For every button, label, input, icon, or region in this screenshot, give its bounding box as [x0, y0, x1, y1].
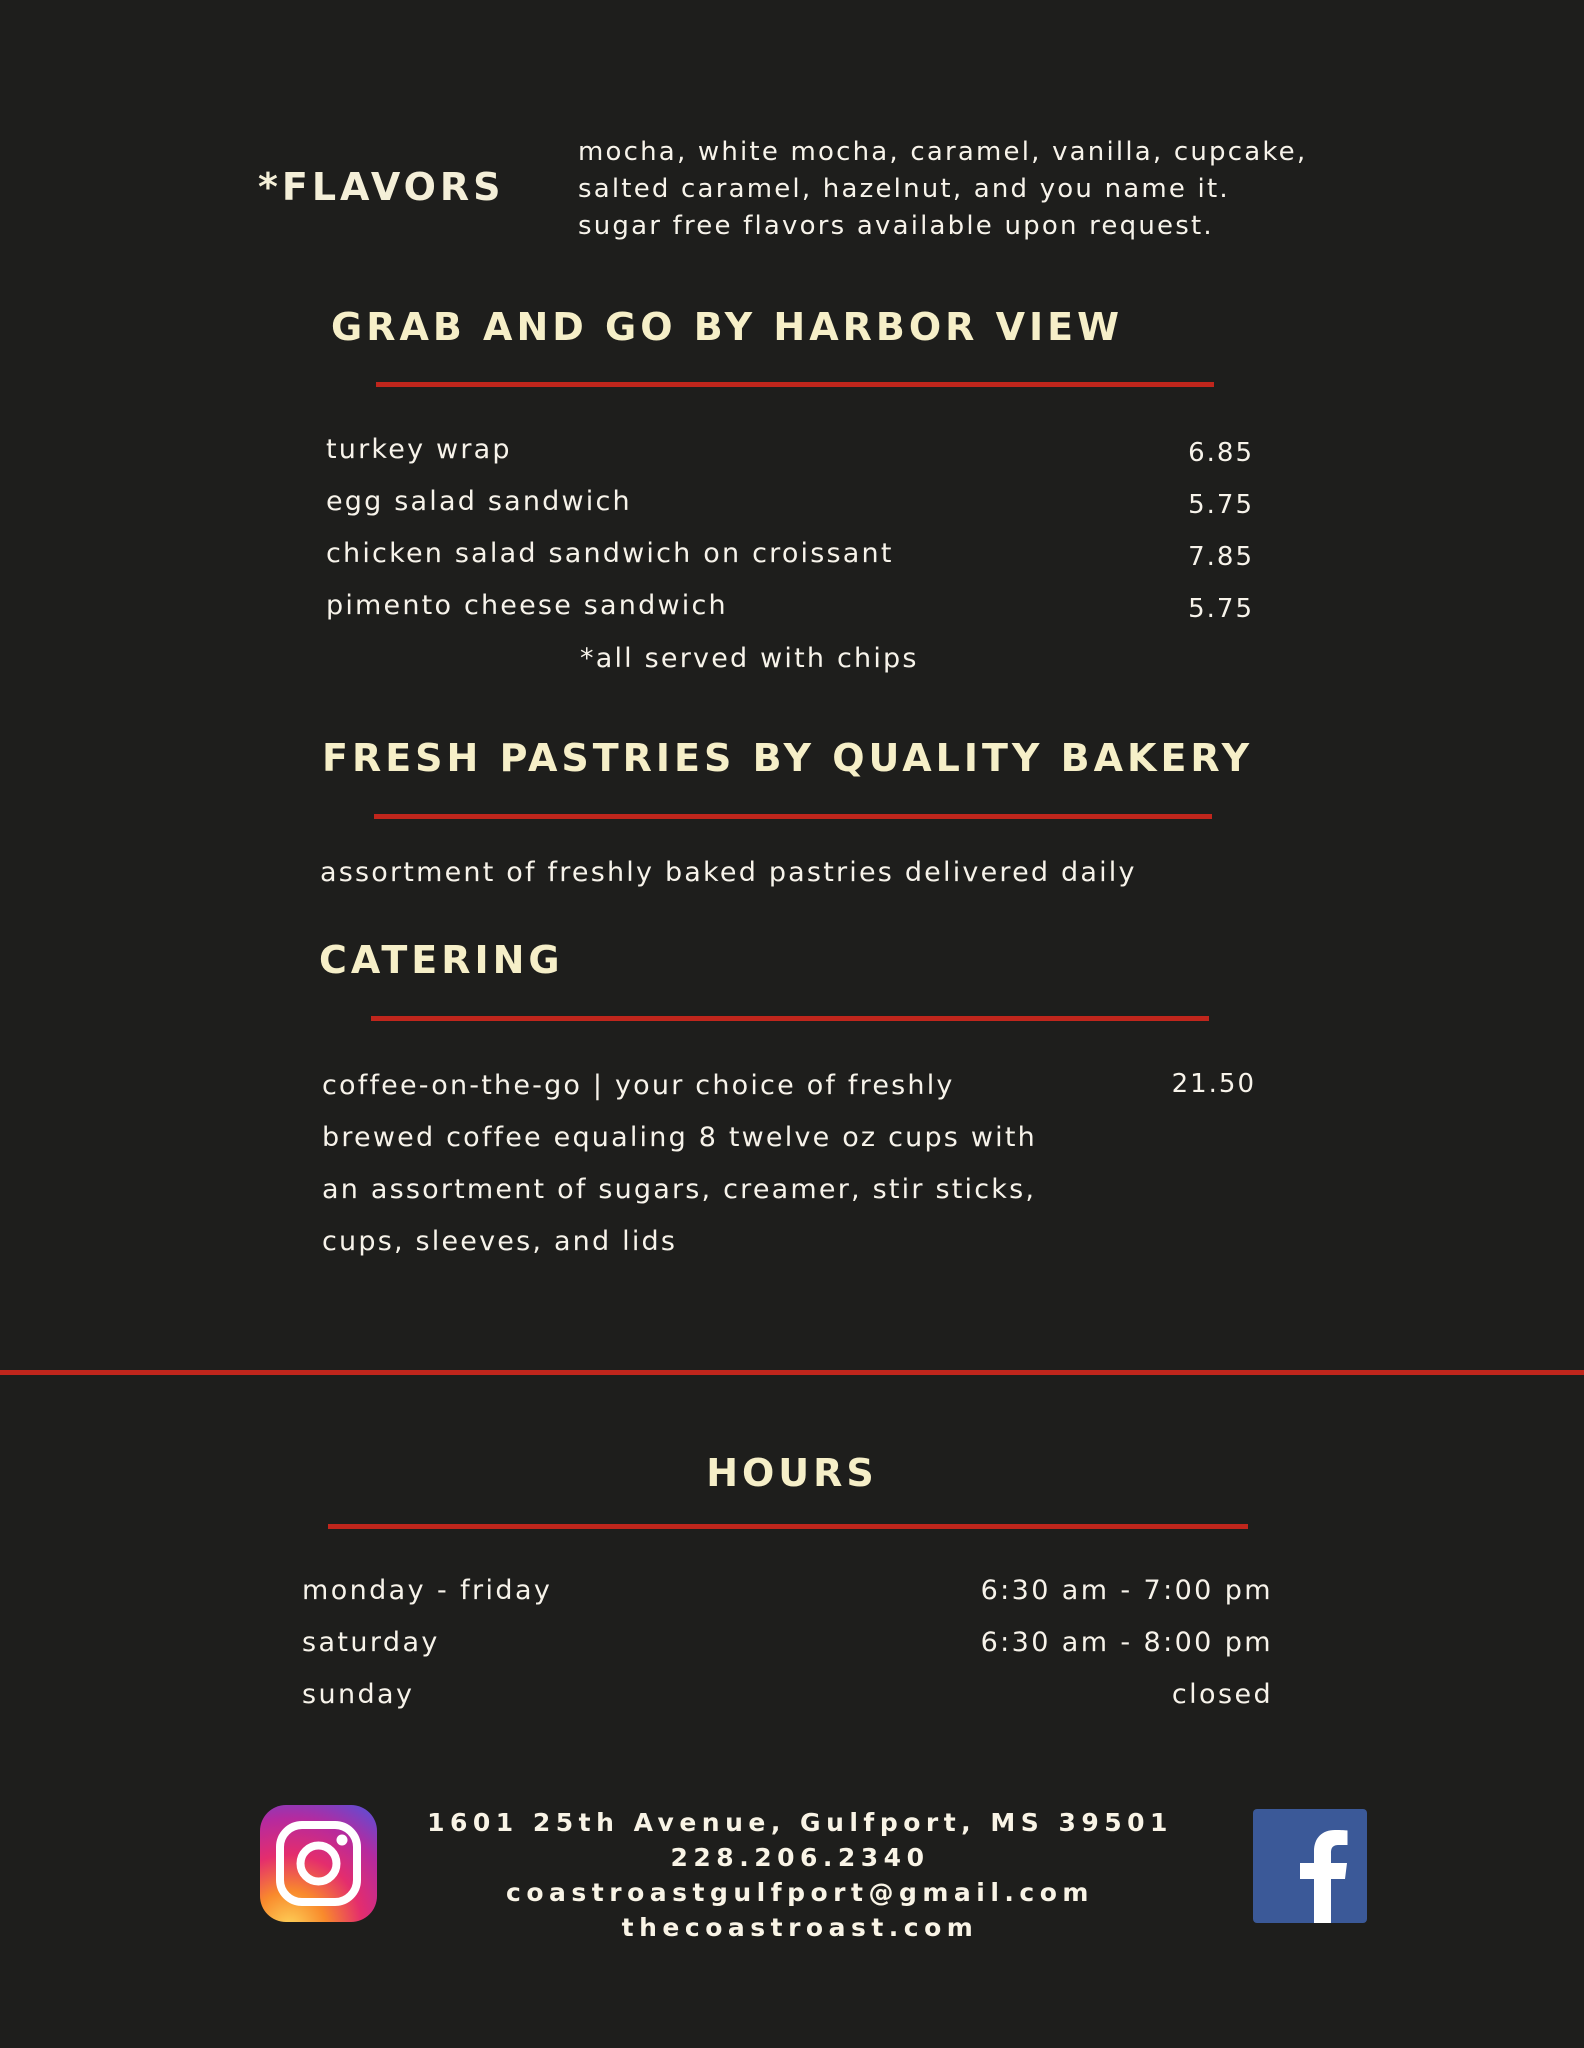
hours-time: closed — [1171, 1679, 1273, 1710]
hours-day: monday - friday — [302, 1575, 553, 1606]
pastries-description: assortment of freshly baked pastries delivered daily — [320, 857, 1137, 888]
flavors-line: salted caramel, hazelnut, and you name it. — [578, 174, 1230, 204]
menu-item-price: 5.75 — [1188, 490, 1254, 520]
hours-time: 6:30 am - 8:00 pm — [980, 1627, 1273, 1658]
catering-line: an assortment of sugars, creamer, stir sticks, — [322, 1174, 1037, 1205]
catering-price: 21.50 — [1171, 1069, 1256, 1099]
email-link[interactable]: coastroastgulfport@gmail.com — [506, 1878, 1094, 1907]
phone-number[interactable]: 228.206.2340 — [670, 1843, 930, 1872]
section-divider — [374, 814, 1212, 819]
flavors-line: sugar free flavors available upon request. — [578, 211, 1214, 241]
flavors-title: *FLAVORS — [258, 165, 505, 209]
catering-line: brewed coffee equaling 8 twelve oz cups with — [322, 1122, 1037, 1153]
catering-description — [322, 1060, 1037, 1268]
menu-item-name: pimento cheese sandwich — [326, 590, 728, 621]
menu-item-price: 7.85 — [1188, 542, 1254, 572]
hours-time: 6:30 am - 7:00 pm — [980, 1575, 1273, 1606]
catering-line: coffee-on-the-go | your choice of freshly — [322, 1070, 955, 1101]
served-with-note: *all served with chips — [580, 643, 919, 674]
section-divider — [376, 382, 1214, 387]
menu-item-name: egg salad sandwich — [326, 486, 632, 517]
hours-title: HOURS — [706, 1451, 878, 1495]
address: 1601 25th Avenue, Gulfport, MS 39501 — [427, 1808, 1173, 1837]
contact-info — [400, 1805, 1200, 1945]
facebook-icon[interactable] — [1253, 1809, 1367, 1923]
section-divider — [328, 1524, 1248, 1529]
grab-and-go-title: GRAB AND GO BY HARBOR VIEW — [331, 305, 1124, 349]
instagram-icon[interactable] — [260, 1805, 377, 1922]
pastries-title: FRESH PASTRIES BY QUALITY BAKERY — [322, 736, 1254, 780]
menu-item-name: turkey wrap — [326, 434, 512, 465]
hours-day: sunday — [302, 1679, 415, 1710]
website-link[interactable]: thecoastroast.com — [621, 1913, 979, 1942]
hours-day: saturday — [302, 1627, 440, 1658]
catering-line: cups, sleeves, and lids — [322, 1226, 678, 1257]
menu-item-price: 5.75 — [1188, 594, 1254, 624]
full-width-divider — [0, 1370, 1584, 1375]
menu-item-name: chicken salad sandwich on croissant — [326, 538, 894, 569]
flavors-line: mocha, white mocha, caramel, vanilla, cupcake, — [578, 137, 1308, 167]
catering-title: CATERING — [319, 938, 564, 982]
flavors-list — [578, 134, 1307, 245]
section-divider — [371, 1016, 1209, 1021]
menu-item-price: 6.85 — [1188, 438, 1254, 468]
